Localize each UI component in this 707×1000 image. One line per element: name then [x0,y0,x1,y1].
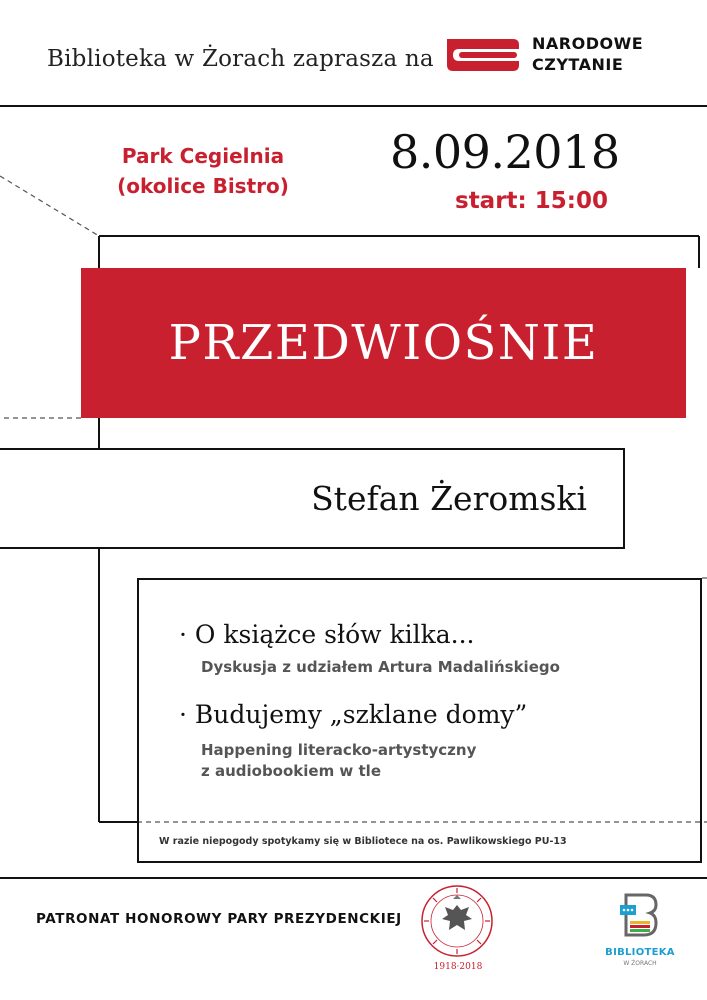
book-author: Stefan Żeromski [311,479,587,518]
honorary-patronage: PATRONAT HONOROWY PARY PREZYDENCKIEJ [36,911,402,927]
library-logo-icon [618,893,660,937]
program-item-title: · Budujemy „szklane domy” [179,700,528,729]
book-logo-icon [445,35,520,73]
dashed-line [0,176,99,236]
library-place: W ŻORACH [623,960,657,967]
venue-line-1: Park Cegielnia [121,144,285,168]
library-name: BIBLIOTEKA [605,947,675,958]
book-title: PRZEDWIOŚNIE [168,315,599,371]
author-box [0,448,625,549]
title-banner [81,268,686,418]
event-date: 8.09.2018 [390,125,620,179]
start-time: start: 15:00 [455,188,608,214]
program-item-description: Happening literacko-artystyczny z audiobookiem w tle [201,741,477,780]
campaign-line-2: CZYTANIE [532,55,624,74]
venue [98,141,308,201]
program-item-title: · O książce słów kilka... [179,620,475,649]
campaign-name [532,33,643,75]
program-box [137,578,702,863]
campaign-line-1: NARODOWE [532,34,644,53]
venue-line-2: (okolice Bistro) [117,174,289,198]
rain-note: W razie niepogody spotykamy się w Bibliotece na os. Pawlikowskiego PU-13 [159,836,567,847]
program-item-description: Dyskusja z udziałem Artura Madalińskiego [201,658,560,676]
seal-years: 1918·2018 [433,962,483,972]
invitation-text: Biblioteka w Żorach zaprasza na [47,46,434,72]
